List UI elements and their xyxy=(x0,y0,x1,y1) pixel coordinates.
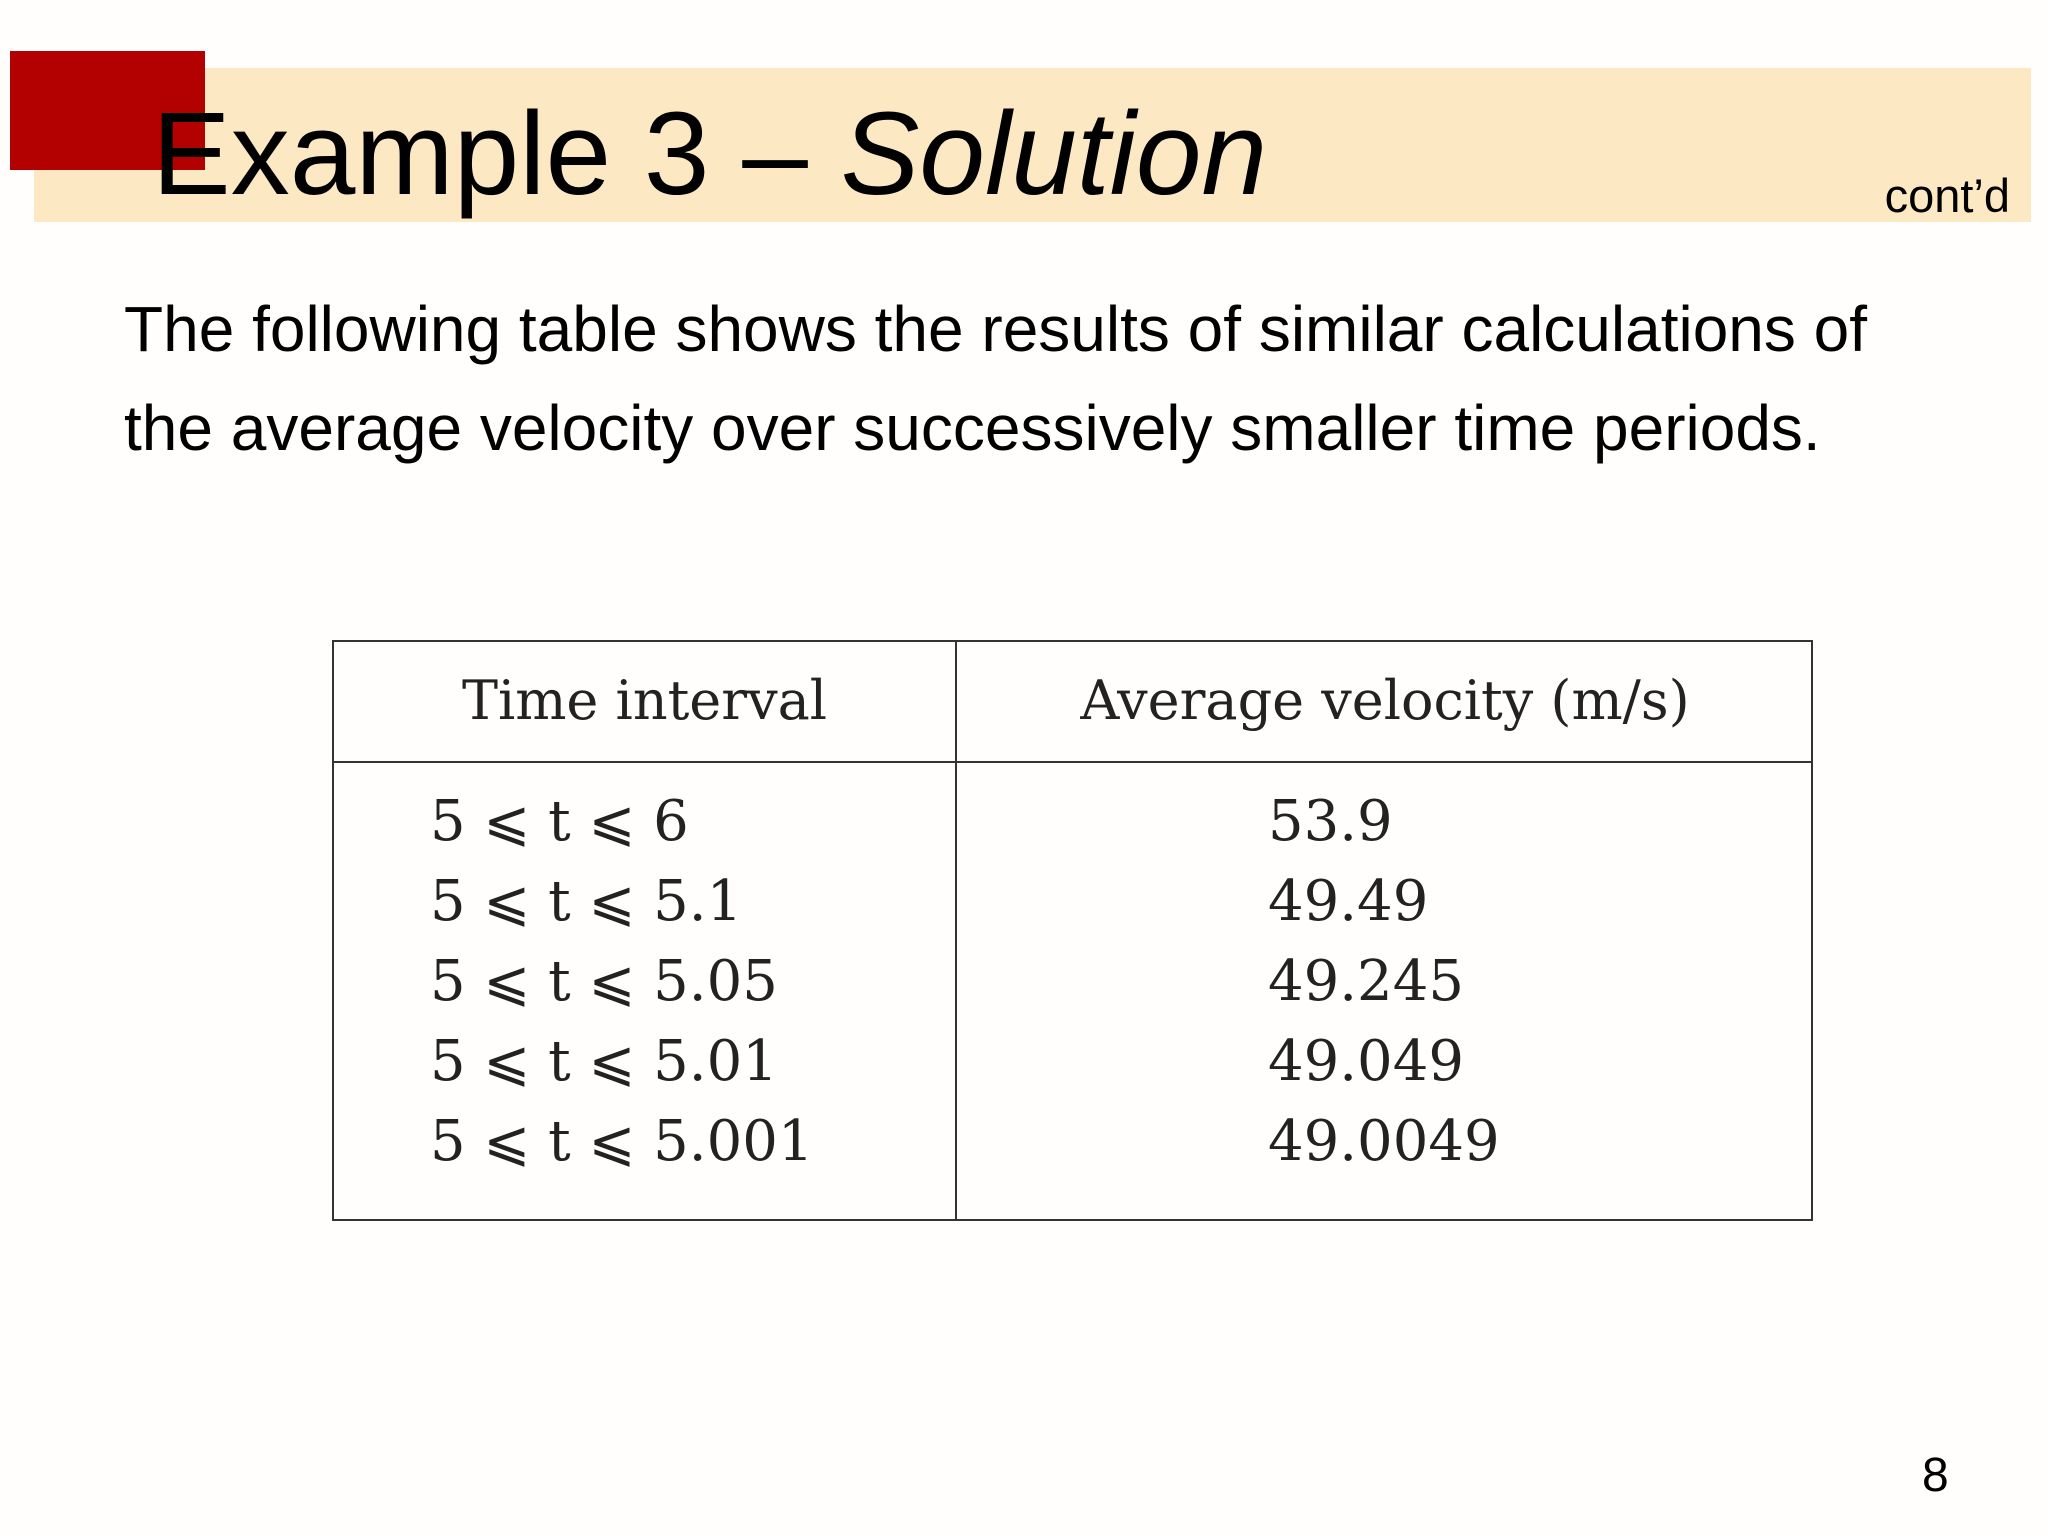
velocity-table xyxy=(332,640,1813,1221)
velocity-cell: 53.9 xyxy=(1268,789,1393,854)
header-divider xyxy=(334,761,1811,763)
header-average-velocity: Average velocity (m/s) xyxy=(1080,669,1690,732)
velocity-cell: 49.49 xyxy=(1268,869,1429,934)
body-text: The following table shows the results of similar calculations of the average velocity over successively smaller time periods. xyxy=(124,293,1868,464)
page-number: 8 xyxy=(1922,1449,1949,1502)
interval-cell: 5 ⩽ t ⩽ 5.1 xyxy=(430,869,743,934)
velocity-cell: 49.049 xyxy=(1268,1029,1464,1094)
slide-title xyxy=(152,84,1267,224)
interval-cell: 5 ⩽ t ⩽ 5.001 xyxy=(430,1109,814,1174)
interval-cell: 5 ⩽ t ⩽ 5.05 xyxy=(430,949,778,1014)
velocity-column xyxy=(1268,782,1500,1182)
contd-label: cont’d xyxy=(1884,169,2010,222)
title-italic: Solution xyxy=(840,88,1268,220)
title-main: Example 3 – xyxy=(152,88,841,220)
interval-column xyxy=(430,782,814,1182)
velocity-cell: 49.0049 xyxy=(1268,1109,1500,1174)
header-time-interval: Time interval xyxy=(461,669,828,732)
velocity-cell: 49.245 xyxy=(1268,949,1464,1014)
interval-cell: 5 ⩽ t ⩽ 5.01 xyxy=(430,1029,778,1094)
interval-cell: 5 ⩽ t ⩽ 6 xyxy=(430,789,689,854)
